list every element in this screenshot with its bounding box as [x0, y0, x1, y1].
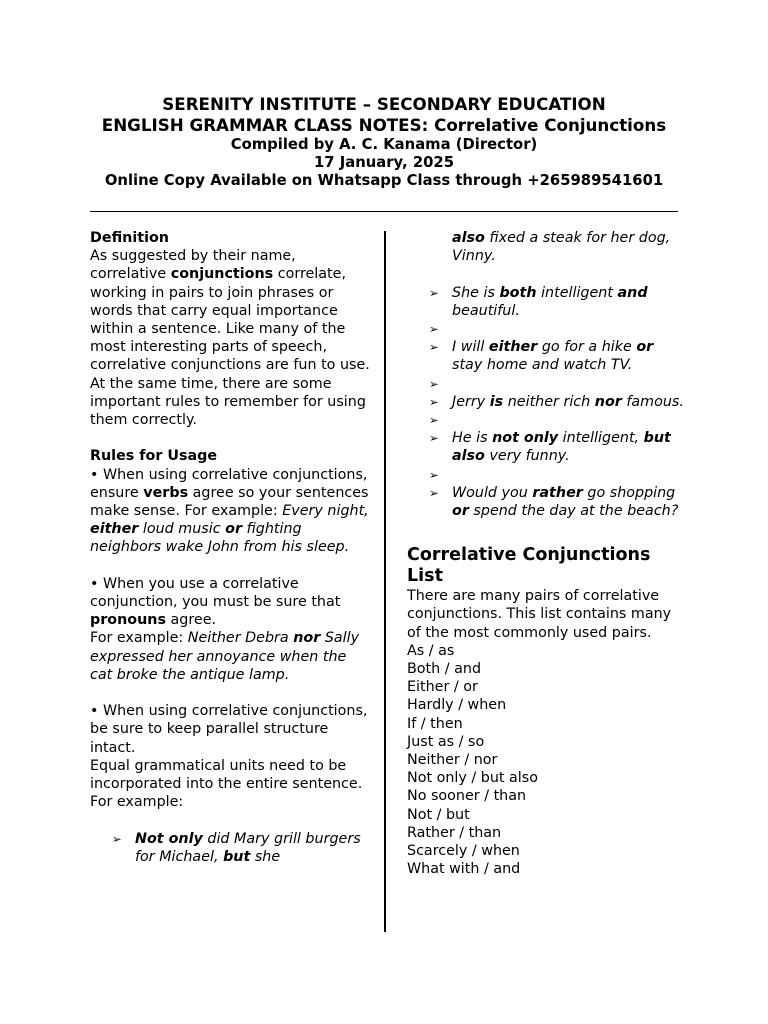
conjunction-pairs-list — [407, 642, 687, 879]
emphasized-text: nor — [594, 393, 622, 410]
text-run: beautiful. — [452, 302, 520, 319]
conjunction-pair: If / then — [407, 715, 463, 732]
date-line: 17 January, 2025 — [313, 154, 455, 172]
emphasized-text: also — [452, 230, 485, 246]
rule-parallel-detail: Equal grammatical units need to be incorporated into the entire sentence. For example: — [90, 757, 363, 811]
definition-body — [90, 247, 370, 429]
spacer — [90, 429, 370, 447]
conjunction-pair: As / as — [407, 642, 455, 659]
rule-parallel-structure: • When using correlative conjunctions, be sure to keep parallel structure intact. — [90, 703, 368, 756]
document-header — [86, 94, 682, 191]
conjunction-pair: Both / and — [407, 660, 482, 677]
column-divider — [384, 231, 386, 932]
text-run: fighting neighbors wake John from his sleep. — [90, 521, 350, 556]
emphasized-text: or — [452, 502, 469, 519]
text-run: Sally expressed her annoyance when the cat broke the antique lamp. — [90, 630, 360, 683]
header-divider — [90, 211, 678, 212]
emphasized-text: rather — [532, 484, 583, 501]
emphasized-text: but also — [452, 430, 671, 465]
text-run: Jerry — [452, 393, 490, 410]
text-run: go shopping — [582, 484, 676, 501]
example-sentence-rather-or — [407, 484, 687, 520]
text-run: Every night, — [282, 503, 369, 520]
spacer — [407, 265, 687, 283]
conjunction-pair: Hardly / when — [407, 697, 507, 714]
text-run: As suggested by their name, correlative — [90, 248, 296, 283]
emphasized-text: but — [223, 848, 251, 865]
text-run: neither rich — [503, 393, 595, 410]
emphasized-text: or — [636, 339, 654, 356]
text-run: correlate, working in pairs to join phrases or words that carry equal importance within a sentence. Like many of the most interesting parts of speech, correlative conjunctions are fun to use. At the same time, there are some important rules to remember for using them correctly. — [90, 266, 370, 429]
emphasized-text: nor — [293, 630, 321, 647]
emphasized-text: either — [90, 521, 139, 538]
text-run: fixed a steak for her dog, Vinny. — [452, 230, 671, 265]
text-run: loud music — [138, 521, 226, 538]
example-list-left — [90, 830, 370, 866]
text-run: spend the day at the beach? — [468, 502, 679, 519]
spacer — [407, 466, 687, 484]
spacer — [407, 320, 687, 338]
emphasized-text: not only — [492, 430, 559, 447]
text-run: Neither Debra — [187, 630, 294, 647]
spacer — [90, 557, 370, 575]
text-run: • When you use a correlative conjunction, you must be sure that — [90, 575, 341, 611]
left-column — [90, 229, 370, 866]
text-run: He is — [452, 430, 493, 447]
emphasized-text: either — [488, 339, 538, 356]
list-intro: There are many pairs of correlative conjunctions. This list contains many of the most commonly used pairs. — [407, 588, 672, 641]
definition-heading: Definition — [90, 230, 169, 246]
example-sentence-not-only-but-also — [407, 429, 687, 465]
conjunction-pair: No sooner / than — [407, 788, 527, 805]
text-run: she — [250, 848, 281, 865]
emphasized-text: conjunctions — [170, 266, 274, 283]
right-column — [407, 229, 687, 878]
text-run: She is — [452, 284, 500, 301]
emphasized-text: both — [499, 284, 537, 301]
conjunction-pair: Rather / than — [407, 824, 502, 841]
text-run: go for a hike — [537, 339, 637, 356]
conjunction-pair: Either / or — [407, 679, 478, 696]
conjunction-pair: Not / but — [407, 806, 470, 823]
emphasized-text: Not only — [135, 830, 203, 847]
emphasized-text: or — [225, 521, 242, 538]
emphasized-text: and — [617, 284, 648, 301]
example-sentence-both-and — [407, 284, 687, 320]
text-run: did Mary grill burgers for Michael, — [135, 830, 361, 865]
emphasized-text: is — [489, 393, 504, 410]
example-list-right — [407, 284, 687, 521]
text-run: very funny. — [484, 448, 570, 465]
spacer — [407, 375, 687, 393]
rule-verbs-agree — [90, 466, 370, 557]
text-run: I will — [452, 339, 489, 356]
compiler-line: Compiled by A. C. Kanama (Director) — [230, 136, 538, 153]
conjunction-pair: Scarcely / when — [407, 843, 520, 860]
text-run: intelligent, — [558, 430, 644, 447]
example-sentence — [90, 830, 370, 866]
text-run: famous. — [621, 393, 684, 410]
text-run: agree so your sentences make sense. For example: — [90, 484, 369, 520]
text-run: stay home and watch TV. — [452, 357, 633, 374]
online-copy-line: Online Copy Available on Whatsapp Class through +265989541601 — [104, 172, 664, 190]
text-run: agree. — [165, 612, 217, 629]
spacer — [407, 411, 687, 429]
list-heading: Correlative Conjunctions List — [407, 545, 651, 587]
conjunction-pair: Just as / so — [407, 733, 485, 750]
text-run: intelligent — [536, 284, 618, 301]
text-run: • When using correlative conjunctions, ensure — [90, 466, 368, 501]
emphasized-text: verbs — [143, 484, 189, 501]
text-run: Would you — [452, 484, 533, 501]
spacer — [90, 684, 370, 702]
notes-title: ENGLISH GRAMMAR CLASS NOTES: Correlative Conjunctions — [101, 115, 667, 135]
example-sentence-either-or — [407, 338, 687, 374]
text-run: For example: — [90, 630, 188, 647]
conjunction-pair: Not only / but also — [407, 770, 538, 787]
rule-pronouns-agree — [90, 575, 370, 630]
example-continuation — [407, 229, 687, 265]
spacer — [90, 811, 370, 829]
institute-title: SERENITY INSTITUTE – SECONDARY EDUCATION — [162, 94, 606, 114]
conjunction-pair: Neither / nor — [407, 752, 498, 768]
emphasized-text: pronouns — [90, 612, 166, 629]
rule-pronouns-example — [90, 629, 370, 684]
conjunction-pair: What with / and — [407, 861, 521, 878]
example-sentence-neither-nor — [407, 393, 687, 411]
rules-heading: Rules for Usage — [90, 448, 218, 465]
